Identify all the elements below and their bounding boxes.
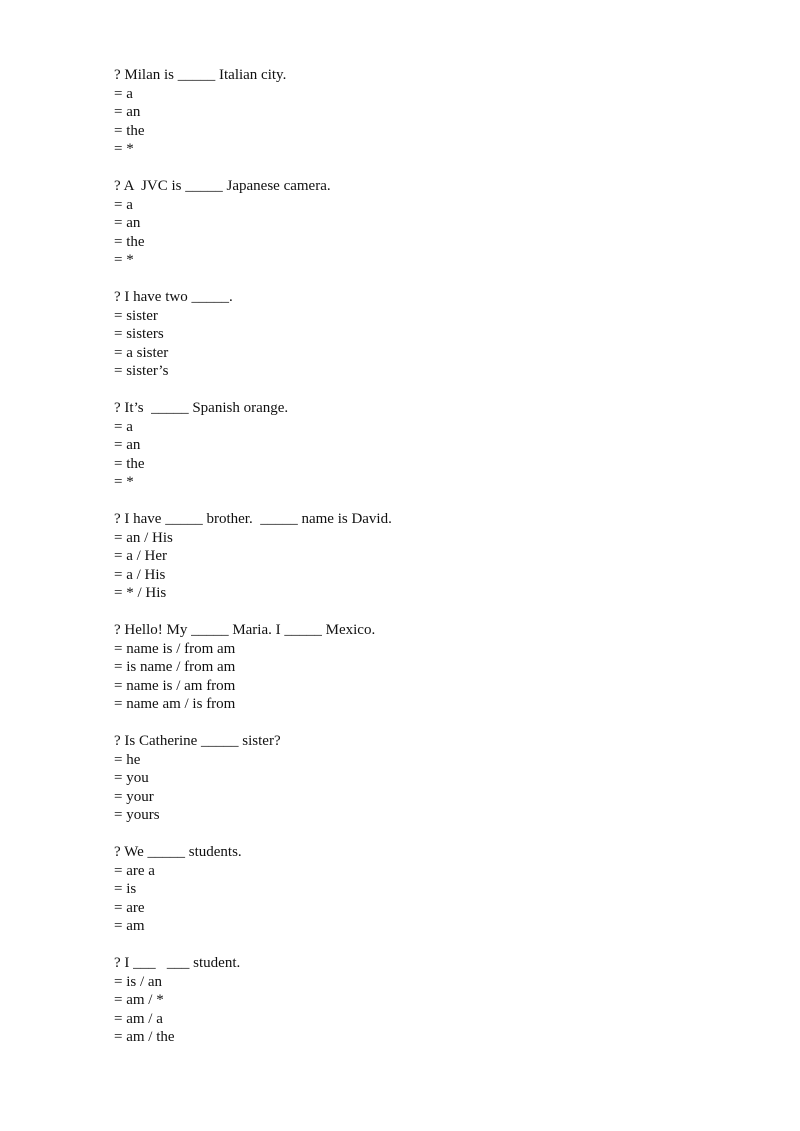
answer-option: = am / the — [114, 1029, 175, 1045]
answer-option: = am / * — [114, 992, 164, 1008]
answer-option: = * — [114, 252, 134, 268]
answer-option: = sister’s — [114, 363, 169, 379]
answer-option: = is name / from am — [114, 659, 236, 675]
answer-option: = a / His — [114, 566, 166, 583]
answer-option: = * / His — [114, 585, 167, 601]
question-8 — [114, 843, 734, 936]
answer-option: = are — [114, 899, 145, 916]
answer-option: = name am / is from — [114, 696, 236, 712]
answer-option: = is / an — [114, 973, 163, 990]
answer-option: = am / a — [114, 1010, 163, 1027]
answer-option: = a — [114, 196, 133, 213]
answer-option: = yours — [114, 807, 160, 823]
answer-option: = an / His — [114, 529, 173, 546]
question-2 — [114, 177, 734, 270]
answer-option: = sisters — [114, 326, 164, 342]
question-3 — [114, 288, 734, 381]
answer-option: = your — [114, 788, 154, 805]
answer-option: = the — [114, 122, 145, 139]
answer-option: = name is / am from — [114, 677, 236, 694]
question-prompt: ? Milan is _____ Italian city. — [114, 67, 287, 83]
answer-option: = an — [114, 215, 141, 231]
question-prompt: ? I have two _____. — [114, 289, 233, 305]
question-prompt: ? I have _____ brother. _____ name is David. — [114, 511, 392, 527]
answer-option: = am — [114, 918, 145, 934]
answer-option: = are a — [114, 862, 155, 879]
answer-option: = is — [114, 881, 137, 897]
answer-option: = sister — [114, 307, 158, 324]
answer-option: = the — [114, 233, 145, 250]
answer-option: = he — [114, 751, 141, 768]
answer-option: = an — [114, 104, 141, 120]
question-prompt: ? We _____ students. — [114, 844, 242, 860]
answer-option: = * — [114, 474, 134, 490]
question-prompt: ? It’s _____ Spanish orange. — [114, 400, 289, 416]
question-7 — [114, 732, 734, 825]
answer-option: = * — [114, 141, 134, 157]
question-prompt: ? Hello! My _____ Maria. I _____ Mexico. — [114, 622, 376, 638]
answer-option: = a — [114, 418, 133, 435]
answer-option: = name is / from am — [114, 640, 236, 657]
answer-option: = a / Her — [114, 548, 168, 564]
question-4 — [114, 399, 734, 492]
document-page — [114, 66, 734, 1065]
answer-option: = a sister — [114, 344, 169, 361]
question-prompt: ? A JVC is _____ Japanese camera. — [114, 178, 331, 194]
question-prompt: ? I ___ ___ student. — [114, 955, 241, 971]
answer-option: = the — [114, 455, 145, 472]
question-5 — [114, 510, 734, 603]
question-1 — [114, 66, 734, 159]
question-9 — [114, 954, 734, 1047]
answer-option: = you — [114, 770, 149, 786]
answer-option: = an — [114, 437, 141, 453]
question-prompt: ? Is Catherine _____ sister? — [114, 733, 281, 749]
answer-option: = a — [114, 85, 133, 102]
question-6 — [114, 621, 734, 714]
